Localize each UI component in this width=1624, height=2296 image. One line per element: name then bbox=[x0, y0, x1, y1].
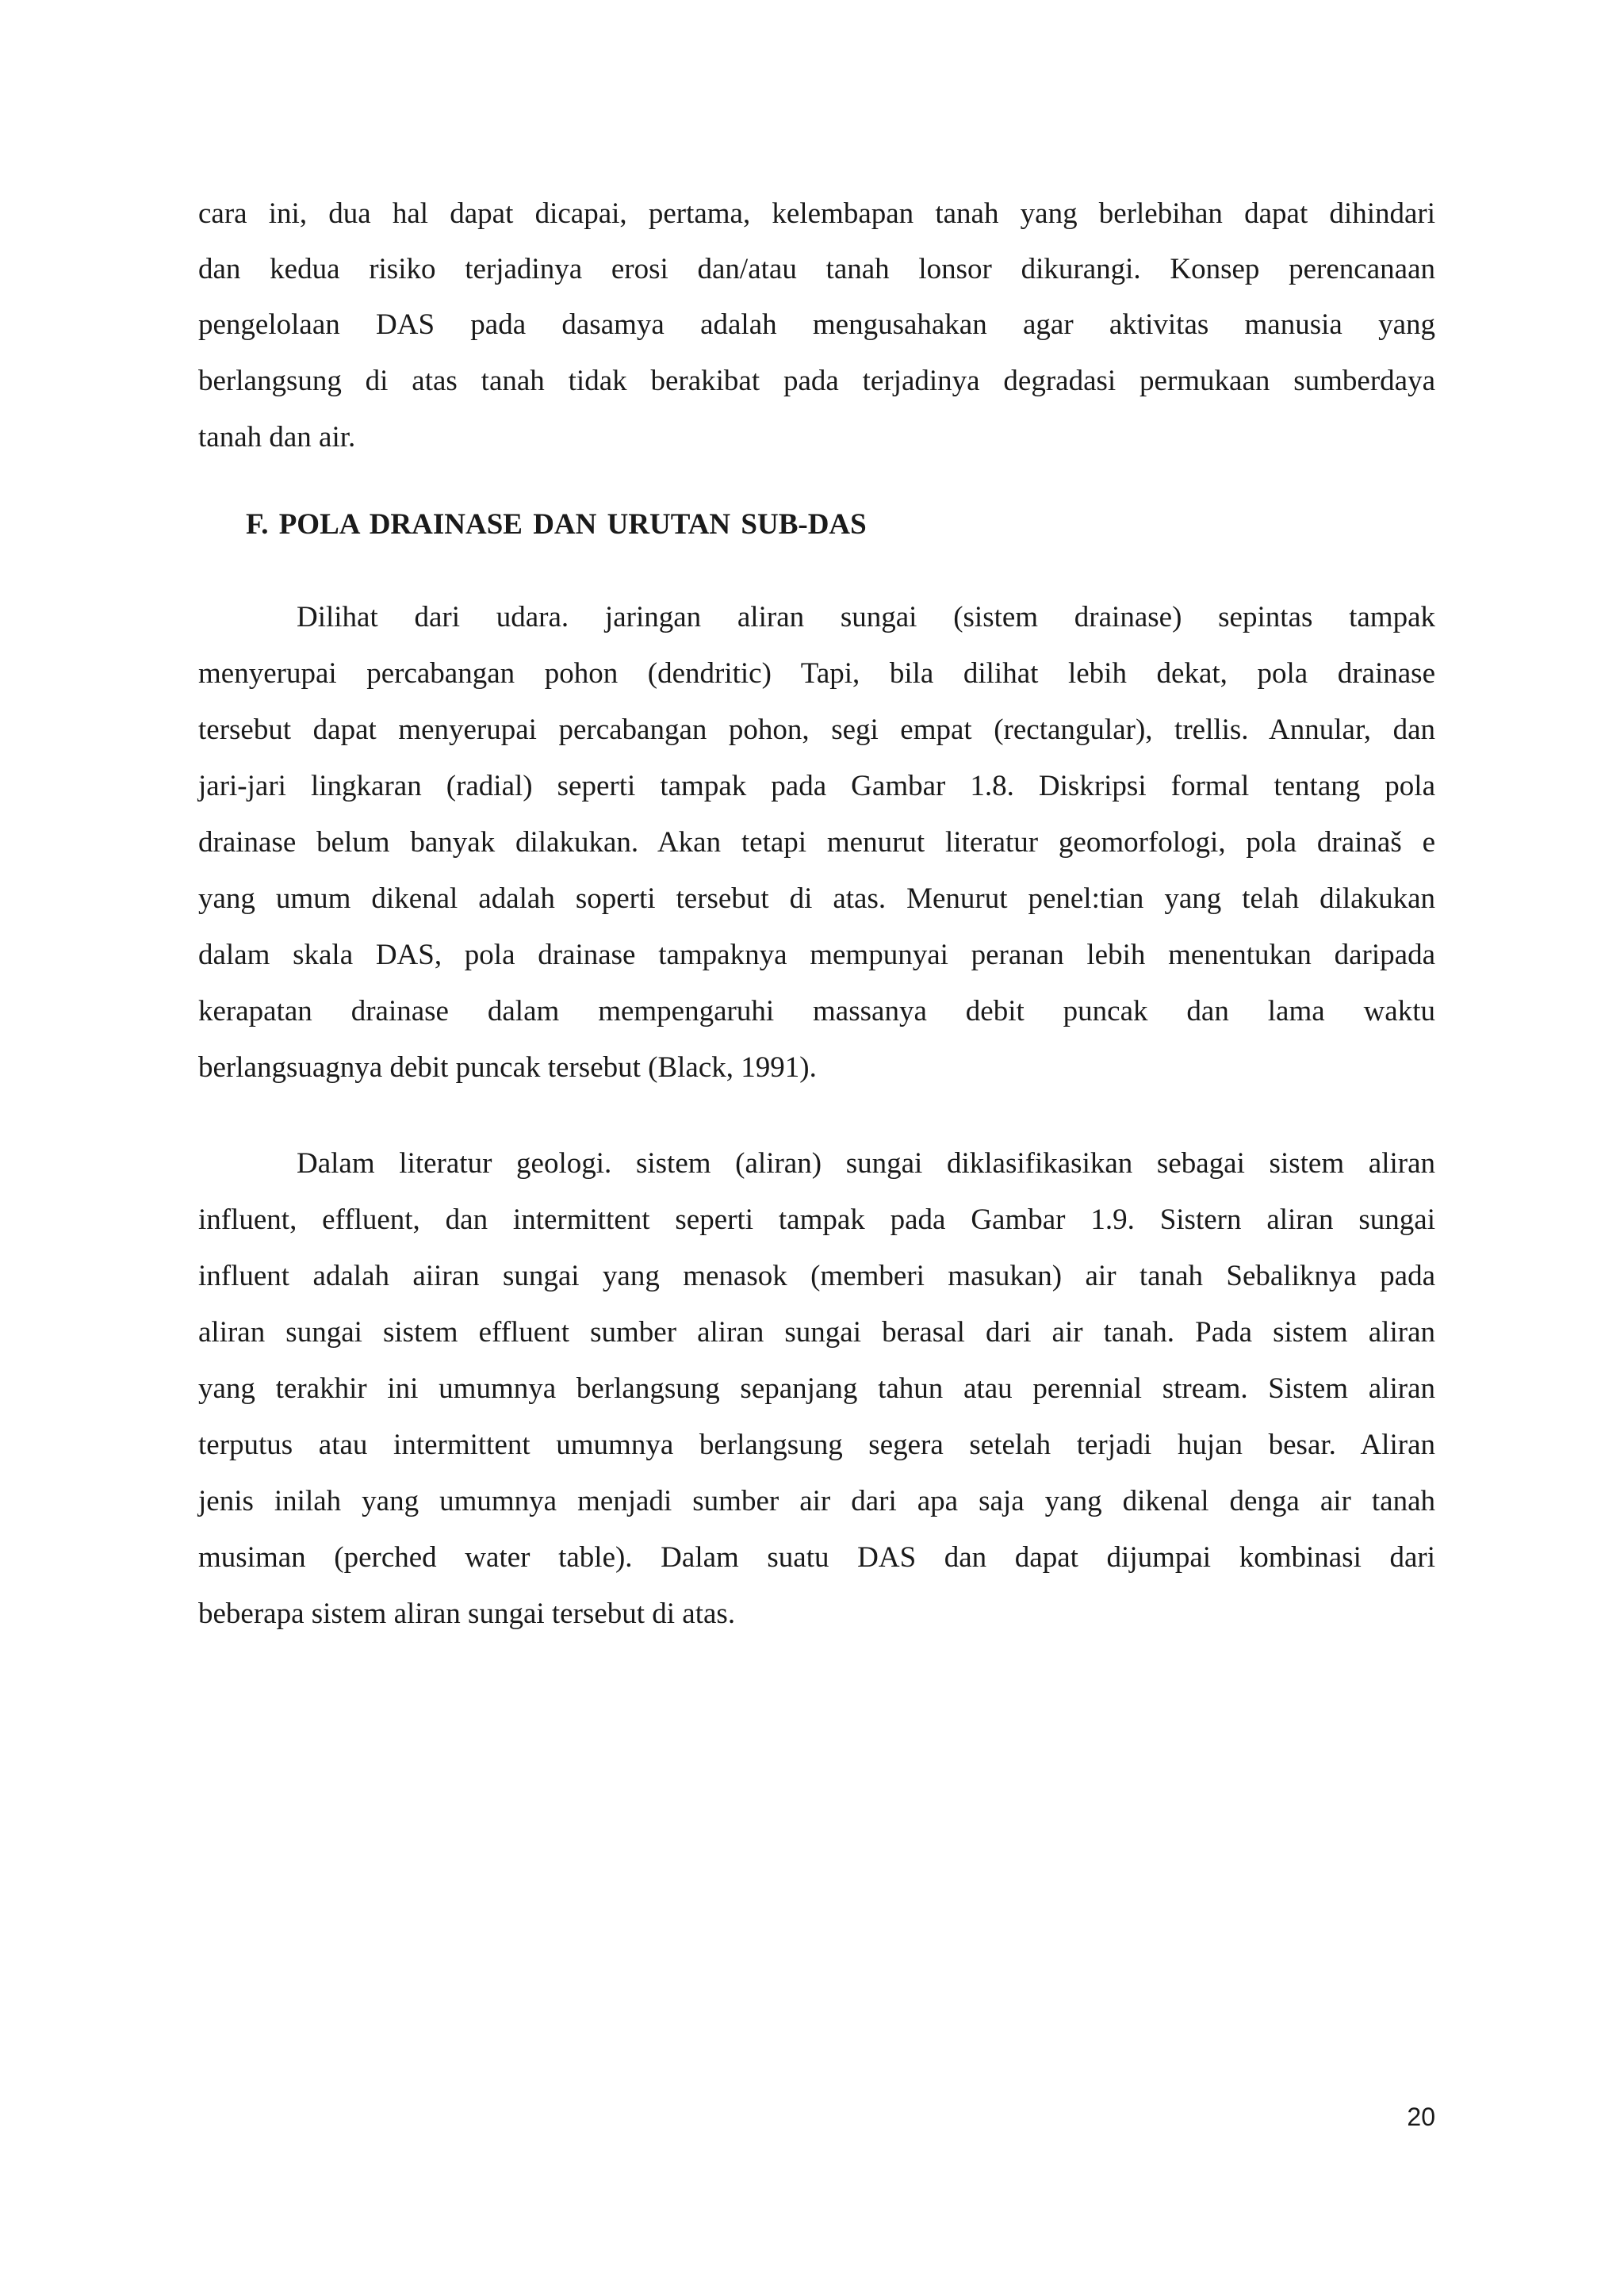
paragraph-line: musiman (perched water table). Dalam suatu DAS dan dapat dijumpai kombinasi dari bbox=[198, 1541, 1435, 1574]
paragraph-line: cara ini, dua hal dapat dicapai, pertama, kelembapan tanah yang berlebihan dapat dihindari bbox=[198, 197, 1435, 230]
paragraph-line: tersebut dapat menyerupai percabangan pohon, segi empat (rectangular), trellis. Annular, dan bbox=[198, 714, 1435, 746]
paragraph-line: jari-jari lingkaran (radial) seperti tampak pada Gambar 1.8. Diskripsi formal tentang pola bbox=[198, 770, 1435, 802]
paragraph-line: influent, effluent, dan intermittent seperti tampak pada Gambar 1.9. Sistern aliran sungai bbox=[198, 1203, 1435, 1236]
paragraph-line: dalam skala DAS, pola drainase tampaknya mempunyai peranan lebih menentukan daripada bbox=[198, 939, 1435, 971]
paragraph-line: yang terakhir ini umumnya berlangsung sepanjang tahun atau perennial stream. Sistem aliran bbox=[198, 1372, 1435, 1405]
section-heading: F. POLA DRAINASE DAN URUTAN SUB-DAS bbox=[246, 508, 867, 541]
paragraph-line: berlangsuagnya debit puncak tersebut (Black, 1991). bbox=[198, 1051, 817, 1084]
paragraph-line: pengelolaan DAS pada dasamya adalah mengusahakan agar aktivitas manusia yang bbox=[198, 308, 1435, 341]
paragraph-line: terputus atau intermittent umumnya berlangsung segera setelah terjadi hujan besar. Aliran bbox=[198, 1429, 1435, 1461]
paragraph-line: influent adalah aiiran sungai yang menasok (memberi masukan) air tanah Sebaliknya pada bbox=[198, 1260, 1435, 1292]
paragraph-line: aliran sungai sistem effluent sumber aliran sungai berasal dari air tanah. Pada sistem aliran bbox=[198, 1316, 1435, 1349]
paragraph-line: jenis inilah yang umumnya menjadi sumber air dari apa saja yang dikenal denga air tanah bbox=[198, 1485, 1435, 1517]
paragraph-line: kerapatan drainase dalam mempengaruhi massanya debit puncak dan lama waktu bbox=[198, 995, 1435, 1027]
paragraph-line: Dilihat dari udara. jaringan aliran sungai (sistem drainase) sepintas tampak bbox=[297, 601, 1435, 633]
paragraph-line: tanah dan air. bbox=[198, 421, 356, 453]
paragraph-line: yang umum dikenal adalah soperti tersebut di atas. Menurut penel:tian yang telah dilakukan bbox=[198, 882, 1435, 915]
page-number: 20 bbox=[1407, 2103, 1435, 2131]
paragraph-line: beberapa sistem aliran sungai tersebut di atas. bbox=[198, 1598, 736, 1630]
paragraph-line: dan kedua risiko terjadinya erosi dan/atau tanah lonsor dikurangi. Konsep perencanaan bbox=[198, 253, 1435, 285]
paragraph-line: menyerupai percabangan pohon (dendritic) Tapi, bila dilihat lebih dekat, pola drainase bbox=[198, 657, 1435, 690]
paragraph-line: berlangsung di atas tanah tidak berakibat pada terjadinya degradasi permukaan sumberdaya bbox=[198, 365, 1435, 397]
paragraph-line: Dalam literatur geologi. sistem (aliran) sungai diklasifikasikan sebagai sistem aliran bbox=[297, 1147, 1435, 1180]
paragraph-line: drainase belum banyak dilakukan. Akan tetapi menurut literatur geomorfologi, pola drainaš e bbox=[198, 826, 1435, 859]
